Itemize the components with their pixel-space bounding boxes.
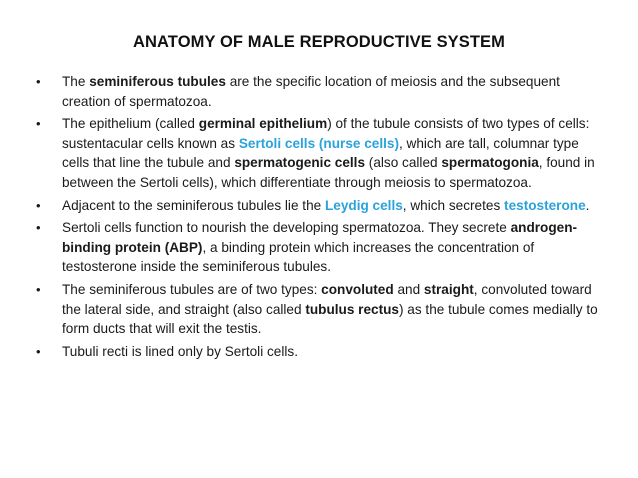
bullet-text: are the specific location of meiosis and the subsequent creation of spermatozoa. xyxy=(62,74,560,109)
bold-term: convoluted xyxy=(321,281,394,297)
bold-term: spermatogonia xyxy=(441,155,539,171)
bullet-item xyxy=(34,196,604,216)
bullet-list xyxy=(34,72,604,364)
bullet-text: , convoluted toward the lateral side, and straight (also called xyxy=(62,281,592,317)
bullet-item xyxy=(34,114,604,192)
bullet-text: Adjacent to the seminiferous tubules lie the xyxy=(62,197,325,213)
bold-term: androgen-binding protein (ABP) xyxy=(62,220,578,255)
bullet-text: Sertoli cells function to nourish the developing spermatozoa. They secrete xyxy=(62,220,511,236)
slide-title: ANATOMY OF MALE REPRODUCTIVE SYSTEM xyxy=(132,33,506,51)
bullet-dot-icon: • xyxy=(36,197,41,213)
bullet-text: Tubuli recti is lined only by Sertoli cells. xyxy=(62,343,298,359)
bullet-item xyxy=(34,280,604,339)
bullet-text: ) as the tubule comes medially to form ducts that will exit the testis. xyxy=(62,301,598,337)
bullet-text: , which are tall, columnar type cells that line the tubule and xyxy=(62,135,579,171)
bold-term: straight xyxy=(423,281,474,297)
highlighted-term: testosterone xyxy=(504,197,586,213)
bullet-text: (also called xyxy=(365,155,442,171)
bullet-text: The epithelium (called xyxy=(62,116,199,132)
bullet-text: The xyxy=(62,74,90,89)
highlighted-term: Leydig cells xyxy=(324,197,403,213)
bullet-dot-icon: • xyxy=(36,74,41,89)
bold-term: tubulus rectus xyxy=(305,301,399,317)
bullet-text: , which secretes xyxy=(402,197,505,213)
bullet-text: , found in between the Sertoli cells), which differentiate through meiosis to spermatozoa. xyxy=(62,155,595,190)
bold-term: germinal epithelium xyxy=(198,116,328,132)
bold-term: spermatogenic cells xyxy=(234,155,366,171)
bullet-item xyxy=(34,342,604,362)
bullet-text: . xyxy=(585,197,590,213)
highlighted-term: Sertoli cells (nurse cells) xyxy=(238,135,399,151)
bold-term: seminiferous tubules xyxy=(89,74,226,89)
bullet-item xyxy=(34,218,604,277)
bullet-dot-icon: • xyxy=(36,116,41,132)
bullet-dot-icon: • xyxy=(36,281,41,297)
bullet-text: ) of the tubule consists of two types of cells: sustentacular cells known as xyxy=(62,116,590,151)
bullet-dot-icon: • xyxy=(36,343,41,359)
bullet-item xyxy=(34,72,604,111)
bullet-text: , a binding protein which increases the concentration of testosterone inside the seminiferous tubules. xyxy=(62,239,535,275)
bullet-text: and xyxy=(393,281,424,297)
bullet-dot-icon: • xyxy=(36,220,41,236)
bullet-text: The seminiferous tubules are of two types: xyxy=(62,281,322,297)
